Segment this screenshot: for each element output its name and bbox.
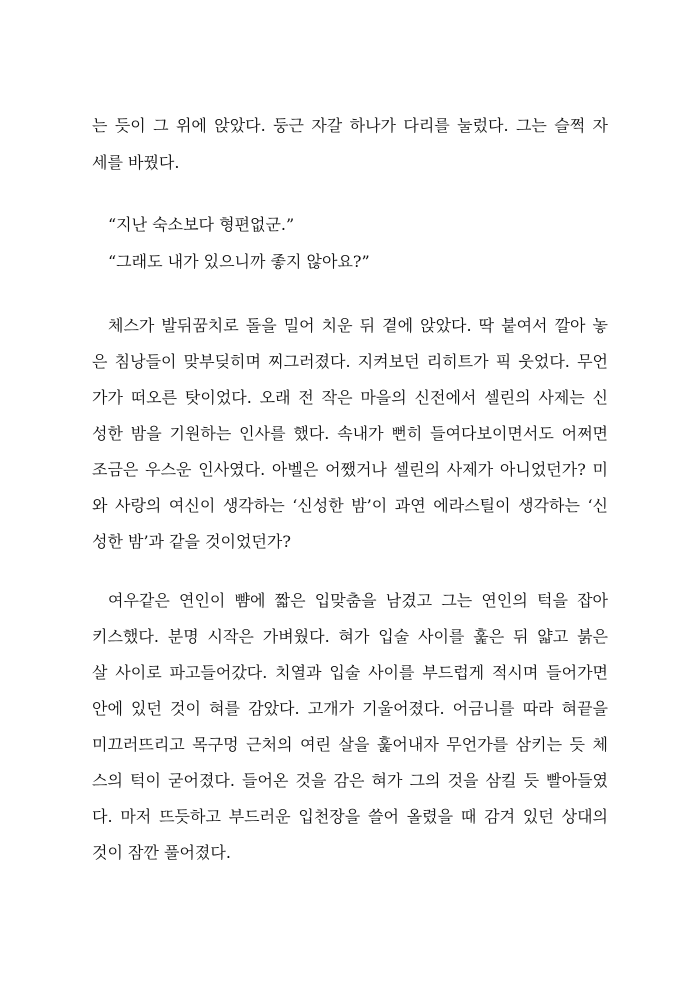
text-line: 미끄러뜨리고 목구멍 근처의 여린 살을 훑어내자 무언가를 삼키는 듯 체 [92,735,608,754]
text-line: 성한 밤’과 같을 것이었던가? [92,532,291,551]
text-line: 은 침낭들이 맞부딪히며 찌그러졌다. 지켜보던 리히트가 픽 웃었다. 무언 [92,352,608,371]
text-line: 키스했다. 분명 시작은 가벼웠다. 혀가 입술 사이를 훑은 뒤 얇고 붉은 [92,627,608,646]
text-line: 체스가 발뒤꿈치로 돌을 밀어 치운 뒤 곁에 앉았다. 딱 붙여서 깔아 놓 [108,316,608,335]
text-line: 성한 밤을 기원하는 인사를 했다. 속내가 뻔히 들여다보이면서도 어쩌면 [92,424,608,443]
text-line: 안에 있던 것이 혀를 감았다. 고개가 기울어졌다. 어금니를 따라 혀끝을 [92,699,608,718]
text-line: 것이 잠깐 풀어졌다. [92,843,231,862]
text-line: 가가 떠오른 탓이었다. 오래 전 작은 마을의 신전에서 셀린의 사제는 신 [92,388,608,407]
text-line: 여우같은 연인이 뺨에 짧은 입맞춤을 남겼고 그는 연인의 턱을 잡아 [108,591,608,610]
text-line: 는 듯이 그 위에 앉았다. 둥근 자갈 하나가 다리를 눌렀다. 그는 슬쩍 자 [92,116,608,135]
text-line: 와 사랑의 여신이 생각하는 ‘신성한 밤’이 과연 에라스틸이 생각하는 ‘신 [92,496,608,515]
text-line: 스의 턱이 굳어졌다. 들어온 것을 감은 혀가 그의 것을 삼킬 듯 빨아들였 [92,771,608,790]
text-line: 살 사이로 파고들어갔다. 치열과 입술 사이를 부드럽게 적시며 들어가면 [92,663,608,682]
text-line: 세를 바꿨다. [92,153,180,172]
dialogue-line: “그래도 내가 있으니까 좋지 않아요?” [108,252,370,271]
text-line: 조금은 우스운 인사였다. 아벨은 어쨌거나 셀린의 사제가 아니었던가? 미 [92,460,608,479]
dialogue-line: “지난 숙소보다 형편없군.” [108,215,295,234]
text-line: 다. 마저 뜨듯하고 부드러운 입천장을 쓸어 올렸을 때 감겨 있던 상대의 [92,807,608,826]
